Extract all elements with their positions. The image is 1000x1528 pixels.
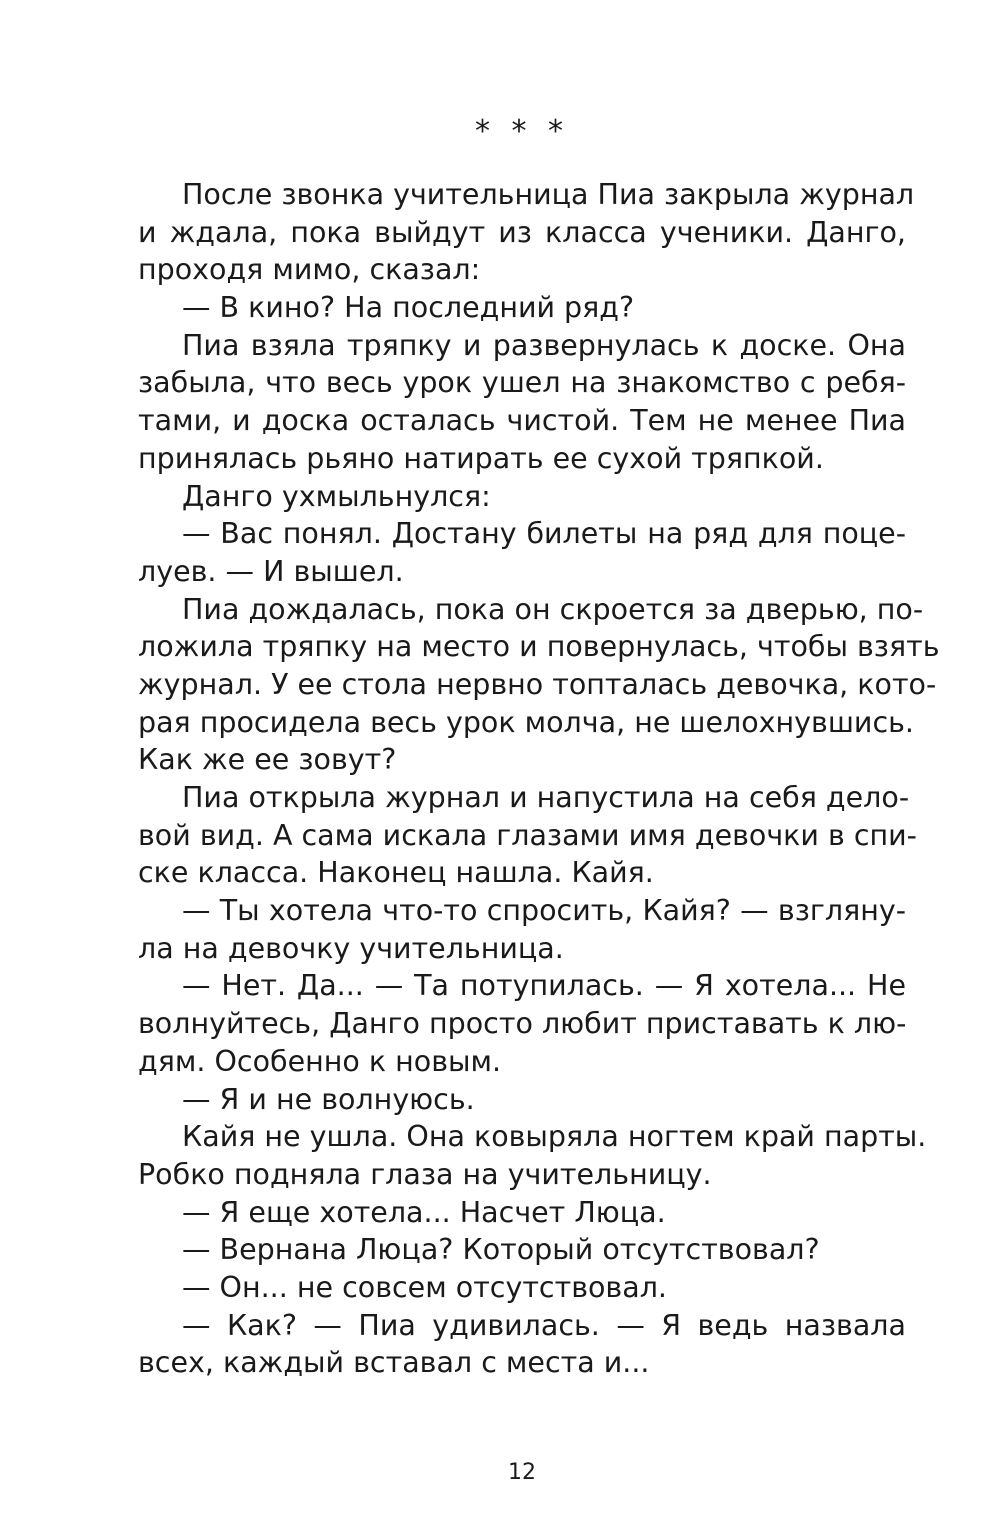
- text-line: ске класса. Наконец нашла. Кайя.: [138, 856, 654, 890]
- text-line: — В кино? На последний ряд?: [182, 291, 635, 325]
- text-line: вой вид. А сама искала глазами имя девочки в спи-: [138, 818, 917, 852]
- text-line: и ждала, пока выйдут из класса ученики. Данго,: [138, 215, 906, 249]
- text-line: принялась рьяно натирать ее сухой тряпкой.: [138, 441, 824, 475]
- text-line: Кайя не ушла. Она ковыряла ногтем край парты.: [182, 1120, 927, 1154]
- text-line: Робко подняла глаза на учительницу.: [138, 1157, 712, 1191]
- page-number: 12: [508, 1460, 536, 1485]
- text-line: Пиа дождалась, пока он скроется за дверью, по-: [182, 592, 924, 626]
- text-line: проходя мимо, сказал:: [138, 253, 481, 287]
- text-line: Данго ухмыльнулся:: [182, 479, 491, 513]
- body-text: [138, 176, 940, 1382]
- text-line: — Нет. Да... — Та потупилась. — Я хотела... Не: [182, 969, 906, 1003]
- book-page: [138, 0, 940, 1528]
- section-separator: * * *: [474, 114, 570, 149]
- text-line: — Ты хотела что-то спросить, Кайя? — взгляну-: [182, 894, 906, 928]
- text-line: ложила тряпку на место и повернулась, чтобы взять: [138, 630, 940, 664]
- text-line: Как же ее зовут?: [138, 743, 397, 777]
- text-line: ла на девочку учительница.: [138, 931, 564, 965]
- text-line: забыла, что весь урок ушел на знакомство с ребя-: [138, 366, 906, 400]
- text-line: дям. Особенно к новым.: [138, 1044, 502, 1078]
- text-line: рая просидела весь урок молча, не шелохнувшись.: [138, 705, 914, 739]
- text-line: луев. — И вышел.: [138, 554, 404, 588]
- text-line: — Вернана Люца? Который отсутствовал?: [182, 1233, 820, 1267]
- text-line: Пиа взяла тряпку и развернулась к доске. Она: [182, 328, 906, 362]
- text-line: Пиа открыла журнал и напустила на себя дело-: [182, 781, 910, 814]
- text-line: — Вас понял. Достану билеты на ряд для поце-: [182, 517, 906, 551]
- text-line: всех, каждый вставал с места и...: [138, 1346, 650, 1380]
- text-line: После звонка учительница Пиа закрыла журнал: [182, 178, 915, 211]
- text-line: журнал. У ее стола нервно топталась девочка, кото-: [138, 667, 937, 701]
- text-line: — Он... не совсем отсутствовал.: [182, 1270, 667, 1304]
- text-line: волнуйтесь, Данго просто любит приставать к лю-: [138, 1007, 907, 1041]
- text-line: — Я еще хотела... Насчет Люца.: [182, 1195, 666, 1229]
- text-line: — Как? — Пиа удивилась. — Я ведь назвала: [182, 1308, 906, 1342]
- text-line: тами, и доска осталась чистой. Тем не менее Пиа: [138, 404, 906, 438]
- text-line: — Я и не волнуюсь.: [182, 1082, 475, 1116]
